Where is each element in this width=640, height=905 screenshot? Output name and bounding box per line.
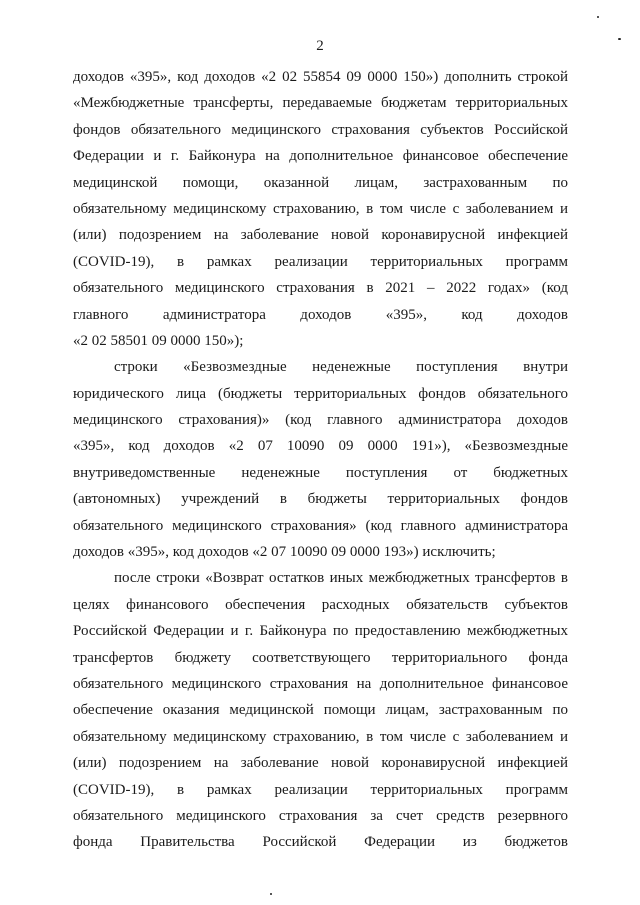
text-line: доходов «395», код доходов «2 07 10090 09 0000 193») исключить;: [73, 544, 496, 561]
scan-speck: [597, 16, 599, 18]
text-line: юридического лица (бюджеты территориальных фондов обязательного: [73, 385, 568, 402]
text-line: обязательного медицинского страхования на дополнительное финансовое: [73, 675, 568, 692]
text-line: обязательному медицинскому страхованию, в том числе с заболеванием и: [73, 200, 568, 217]
text-line: (COVID-19), в рамках реализации территориальных программ: [73, 781, 568, 798]
document-body: [73, 64, 568, 856]
text-line: обязательного медицинского страхования в 2021 – 2022 годах» (код: [73, 280, 568, 297]
text-line: обязательного медицинского страхования» (код главного администратора: [73, 517, 568, 534]
text-line: строки «Безвозмездные неденежные поступления внутри: [114, 359, 568, 376]
paragraph: [73, 64, 568, 354]
scan-speck: [618, 38, 621, 40]
text-line: «Межбюджетные трансферты, передаваемые бюджетам территориальных: [73, 95, 568, 112]
text-line: доходов «395», код доходов «2 02 55854 09 0000 150») дополнить строкой: [73, 69, 568, 85]
text-line: Российской Федерации и г. Байконура по предоставлению межбюджетных: [73, 623, 568, 640]
text-line: внутриведомственные неденежные поступления от бюджетных: [73, 464, 568, 481]
scan-speck: [270, 893, 272, 895]
text-line: обеспечение оказания медицинской помощи лицам, застрахованным по: [73, 702, 568, 719]
text-line: целях финансового обеспечения расходных обязательств субъектов: [73, 596, 568, 613]
text-line: медицинского страхования)» (код главного администратора доходов: [73, 412, 568, 429]
text-line: «2 02 58501 09 0000 150»);: [73, 332, 244, 349]
text-line: фонда Правительства Российской Федерации из бюджетов: [73, 834, 568, 851]
text-line: обязательного медицинского страхования за счет средств резервного: [73, 807, 568, 824]
text-line: (или) подозрением на заболевание новой коронавирусной инфекцией: [73, 227, 568, 244]
page-number: 2: [316, 38, 324, 54]
text-line: (COVID-19), в рамках реализации территориальных программ: [73, 253, 568, 270]
text-line: «395», код доходов «2 07 10090 09 0000 191»), «Безвозмездные: [73, 438, 568, 455]
text-line: (или) подозрением на заболевание новой коронавирусной инфекцией: [73, 755, 568, 772]
paragraph: [73, 354, 568, 565]
text-line: обязательному медицинскому страхованию, в том числе с заболеванием и: [73, 728, 568, 745]
text-line: медицинской помощи, оказанной лицам, застрахованным по: [73, 174, 568, 191]
text-line: фондов обязательного медицинского страхования субъектов Российской: [73, 121, 568, 138]
text-line: Федерации и г. Байконура на дополнительное финансовое обеспечение: [73, 148, 568, 165]
paragraph: [73, 565, 568, 855]
text-line: главного администратора доходов «395», код доходов: [73, 306, 568, 323]
text-line: после строки «Возврат остатков иных межбюджетных трансфертов в: [114, 570, 568, 587]
text-line: (автономных) учреждений в бюджеты территориальных фондов: [73, 491, 568, 508]
text-line: трансфертов бюджету соответствующего территориального фонда: [73, 649, 568, 666]
